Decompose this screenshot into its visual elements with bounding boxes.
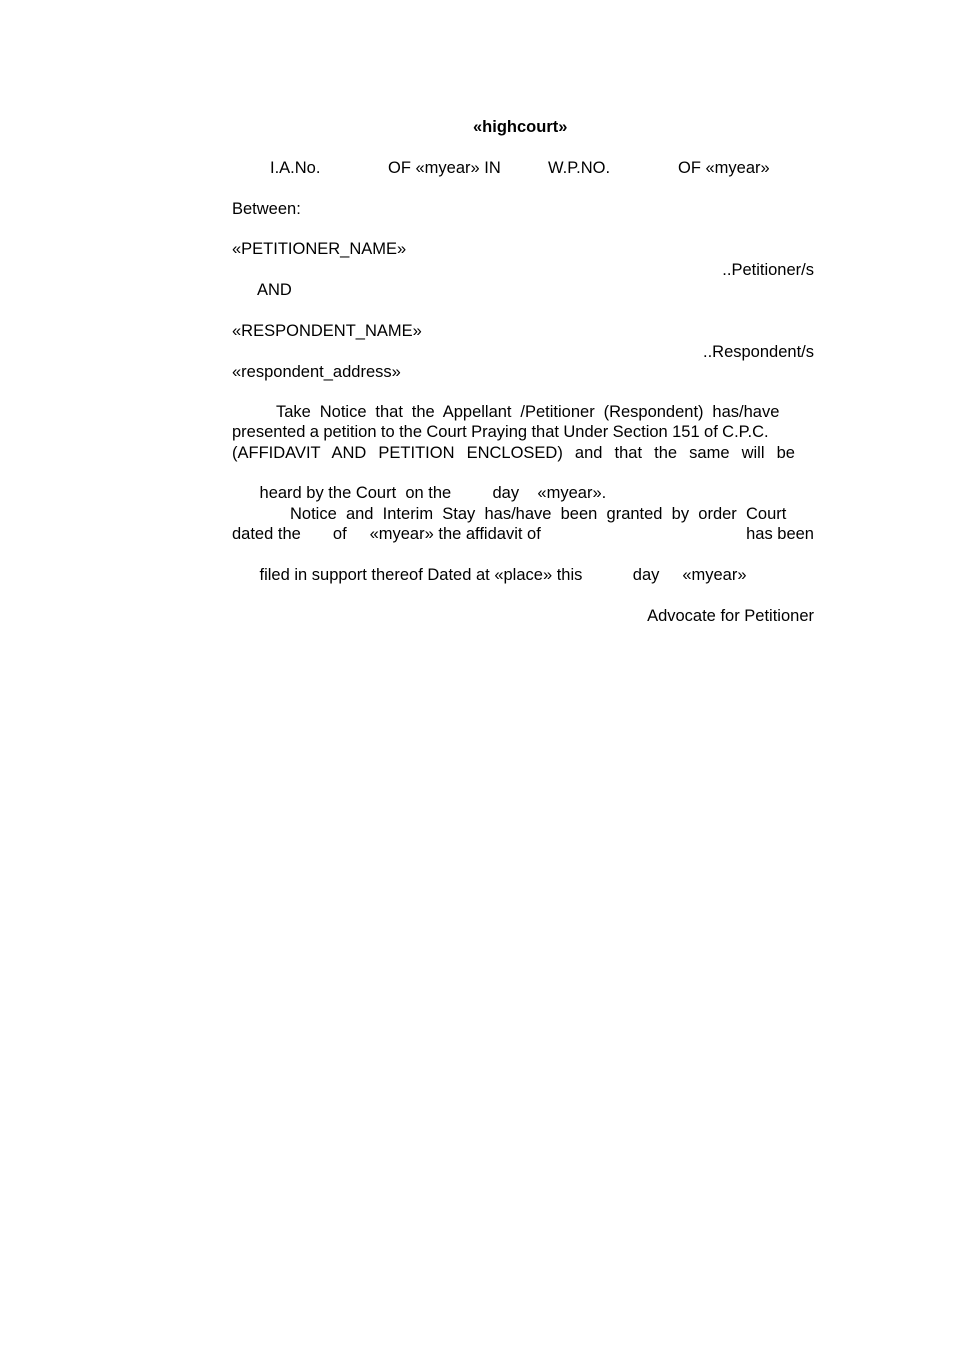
notice-line-1: Take Notice that the Appellant /Petitioner (Respondent) has/have (276, 403, 780, 421)
wp-year-label: OF «myear» (678, 159, 770, 177)
advocate-signature: Advocate for Petitioner (647, 607, 814, 625)
respondent-name: «RESPONDENT_NAME» (232, 322, 422, 340)
respondent-role: ..Respondent/s (703, 343, 814, 361)
petitioner-name: «PETITIONER_NAME» (232, 240, 407, 258)
court-title: «highcourt» (473, 118, 568, 136)
petitioner-role: ..Petitioner/s (722, 261, 814, 279)
between-label: Between: (232, 200, 301, 218)
stay-paragraph (232, 504, 814, 584)
notice-line-4: heard by the Court on the day «myear». (259, 484, 607, 503)
stay-line-1: Notice and Interim Stay has/have been granted by order Court (290, 505, 787, 523)
stay-line-2-end: has been (746, 525, 814, 544)
ia-year-in-label: OF «myear» IN (388, 159, 501, 177)
stay-line-2-start: dated the of «myear» the affidavit of (232, 525, 541, 544)
stay-line-3: filed in support thereof Dated at «place» this day «myear» (259, 565, 747, 584)
respondent-address: «respondent_address» (232, 363, 401, 381)
notice-paragraph (232, 402, 814, 503)
notice-line-2: presented a petition to the Court Praying that Under Section 151 of C.P.C. (232, 423, 769, 442)
wp-number-label: W.P.NO. (548, 159, 611, 177)
ia-number-label: I.A.No. (270, 159, 321, 177)
and-label: AND (257, 281, 292, 299)
notice-line-3: (AFFIDAVIT AND PETITION ENCLOSED) and that the same will be (232, 443, 795, 462)
